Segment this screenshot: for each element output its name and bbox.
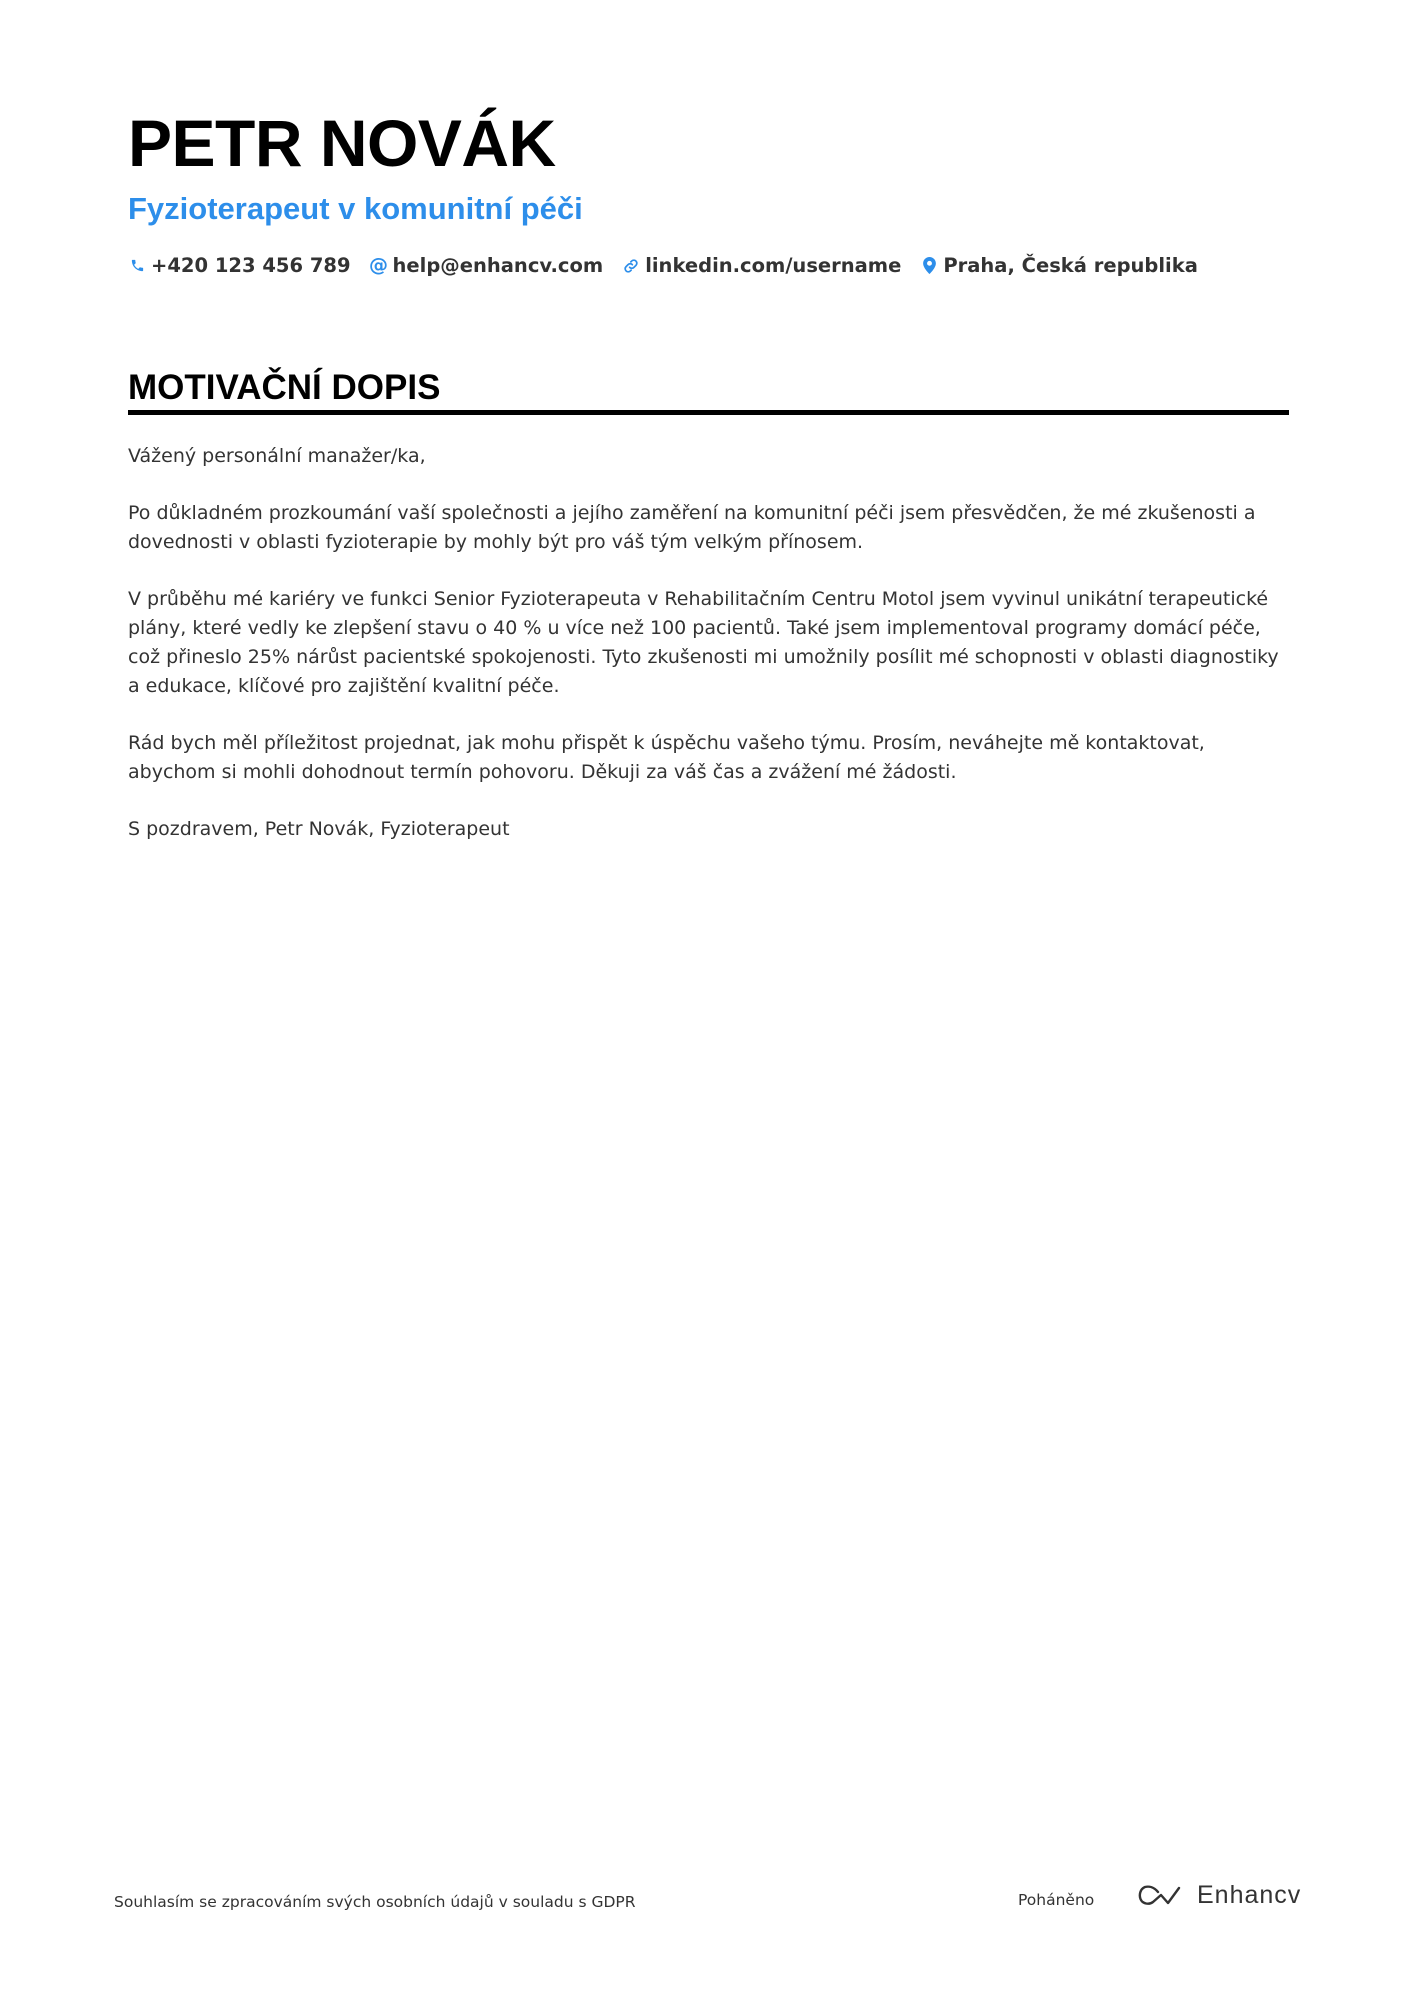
enhancv-brand[interactable]	[1137, 1883, 1301, 1908]
section-heading-cover-letter: MOTIVAČNÍ DOPIS	[128, 368, 441, 407]
powered-by-label: Poháněno	[1018, 1891, 1095, 1909]
at-icon: @	[369, 254, 389, 276]
location-pin-icon	[920, 256, 938, 276]
letter-paragraph: V průběhu mé kariéry ve funkci Senior Fyzioterapeuta v Rehabilitačním Centru Motol jsem vyvinul unikátní terapeutické plány, které vedly ke zlepšení stavu o 40 % u více než 100 pacientů. Také jsem implementoval programy domácí péče, což přineslo 25% nárůst pacientské spokojenosti. Tyto zkušenosti mi umožnily posílit mé schopnosti v oblasti diagnostiky a edukace, klíčové pro zajištění kvalitní péče.	[128, 588, 1279, 697]
email-address: help@enhancv.com	[392, 254, 604, 277]
contact-phone	[128, 254, 351, 277]
phone-number: +420 123 456 789	[151, 254, 351, 277]
enhancv-logo-icon	[1137, 1884, 1183, 1908]
location-text: Praha, Česká republika	[943, 254, 1198, 277]
letter-salutation: Vážený personální manažer/ka,	[128, 445, 426, 467]
section-divider	[128, 410, 1289, 415]
phone-icon	[128, 256, 146, 276]
letter-signature: S pozdravem, Petr Novák, Fyzioterapeut	[128, 818, 510, 840]
job-title: Fyzioterapeut v komunitní péči	[128, 191, 583, 226]
contact-location	[920, 254, 1198, 277]
contact-bar	[128, 254, 1217, 277]
brand-name: Enhancv	[1197, 1881, 1302, 1909]
contact-linkedin	[622, 254, 901, 277]
letter-paragraph: Rád bych měl příležitost projednat, jak mohu přispět k úspěchu vašeho týmu. Prosím, neváhejte mě kontaktovat, abychom si mohli dohodnout termín pohovoru. Děkuji za váš čas a zvážení mé žádosti.	[128, 732, 1205, 783]
linkedin-url: linkedin.com/username	[645, 254, 902, 277]
gdpr-consent-text: Souhlasím se zpracováním svých osobních údajů v souladu s GDPR	[114, 1893, 636, 1911]
candidate-name: PETR NOVÁK	[128, 106, 556, 180]
letter-paragraph: Po důkladném prozkoumání vaší společnosti a jejího zaměření na komunitní péči jsem přesvědčen, že mé zkušenosti a dovednosti v oblasti fyzioterapie by mohly být pro váš tým velkým přínosem.	[128, 502, 1256, 553]
link-icon	[622, 256, 640, 276]
contact-email	[370, 254, 604, 277]
letter-body	[128, 442, 1293, 872]
